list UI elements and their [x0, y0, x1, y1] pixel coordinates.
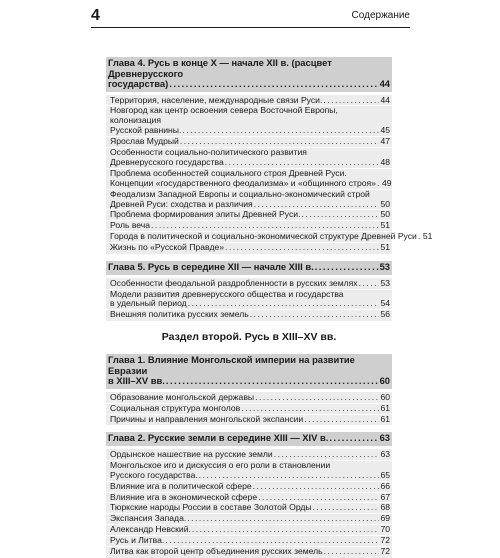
- page-ref: 66: [380, 480, 390, 491]
- toc-entry-text: Города в политической и социально-экономической структуре Древней Руси: [110, 231, 417, 242]
- page-ref: 53: [379, 261, 390, 273]
- toc-entry-lead: Феодализм Западной Европы и социально-экономический строй: [110, 188, 370, 199]
- toc-entry-text: Образование монгольской державы: [110, 391, 255, 402]
- dot-leader: [241, 404, 379, 414]
- toc-entry[interactable]: [106, 536, 392, 547]
- dot-leader: [199, 471, 380, 481]
- toc-entry[interactable]: [106, 525, 392, 536]
- toc-group-section-one: [106, 57, 433, 321]
- toc-entry-row: [110, 471, 390, 481]
- toc-entry-lead: Проблема особенностей социального строя Древней Руси.: [110, 167, 347, 178]
- toc-entry-text: Ярослав Мудрый: [110, 136, 179, 147]
- dot-leader: [225, 158, 380, 168]
- toc-entry-text: Особенности феодальной раздробленности в русских землях: [110, 277, 358, 288]
- page-ref: 44: [380, 94, 390, 105]
- toc-entry-text: Экспансия Запада.: [110, 513, 187, 524]
- toc-entry[interactable]: [106, 404, 392, 415]
- page-ref: 53: [380, 277, 390, 288]
- chapter-gap: [106, 254, 392, 261]
- page-ref: 56: [380, 309, 390, 320]
- toc-entry[interactable]: [106, 493, 392, 504]
- toc-entry-text: Жизнь по «Русской Правде»: [110, 242, 225, 253]
- toc-entry-row: [110, 493, 390, 503]
- toc-entry-text: Тюркские народы России в составе Золотой Орды: [110, 502, 312, 513]
- toc-entry-row: [110, 158, 390, 168]
- dot-leader: [253, 482, 380, 492]
- dot-leader: [180, 137, 380, 147]
- dot-leader: [315, 262, 379, 273]
- chapter-gap: [106, 425, 392, 432]
- page-ref: 69: [380, 513, 390, 524]
- dot-leader: [274, 450, 380, 460]
- toc-entry[interactable]: [106, 148, 392, 169]
- toc-entry-lead: Новгород как центр освоения севера Восточной Европы, колонизация: [110, 105, 338, 126]
- dot-leader: [165, 536, 379, 546]
- chapter-heading-row: [108, 262, 390, 273]
- toc-entry-text: в удельный период: [110, 298, 187, 309]
- toc-entry-row: [110, 525, 390, 535]
- part-title: Раздел второй. Русь в XIII–XV вв.: [161, 331, 337, 344]
- page-number: 4: [91, 7, 100, 24]
- chapter-heading[interactable]: [106, 354, 392, 389]
- toc-entry[interactable]: [106, 393, 392, 404]
- dot-leader: [182, 126, 379, 136]
- toc-entry-text: Территория, население, международные связи Руси.: [110, 94, 323, 105]
- page-ref: 61: [380, 402, 390, 413]
- page-ref: 45: [380, 125, 390, 136]
- dot-leader: [304, 415, 379, 425]
- chapter-entries: [106, 94, 433, 255]
- toc-entry-text: Ордынское нашествие на русские земли: [110, 448, 273, 459]
- chapter-entries: [106, 449, 392, 558]
- page-ref: 63: [379, 432, 390, 444]
- toc-entry-lead: Монгольское иго и дискуссия о его роли в становлении: [110, 459, 331, 470]
- table-of-contents: [106, 57, 433, 558]
- toc-entry-text: Причины и направления монгольской экспансии: [110, 413, 304, 424]
- toc-entry[interactable]: [106, 106, 392, 137]
- toc-entry-row: [110, 503, 390, 513]
- page-ref: 65: [380, 469, 390, 480]
- toc-entry-row: [110, 221, 390, 231]
- page-ref: 51: [422, 231, 433, 242]
- toc-group-section-two: [106, 354, 392, 558]
- toc-entry-row: [110, 279, 390, 289]
- page-ref: 70: [380, 524, 390, 535]
- page-ref: 61: [380, 413, 390, 424]
- toc-entry-row: [110, 415, 390, 425]
- toc-entry-row: [110, 404, 390, 414]
- chapter-heading-lead: Глава 1. Влияние Монгольской империи на развитие Евразии: [108, 354, 355, 376]
- page-ref: 47: [380, 136, 390, 147]
- page-ref: 60: [379, 375, 390, 387]
- dot-leader: [255, 393, 379, 403]
- toc-entry[interactable]: [106, 482, 392, 493]
- toc-entry-row: [110, 231, 433, 242]
- toc-entry-text: Русской равнины.: [110, 125, 182, 136]
- chapter-title: Глава 2. Русские земли в середине XIII — XIV в.: [108, 432, 329, 444]
- toc-entry-text: Древней Руси: сходства и различия: [110, 198, 253, 209]
- dot-leader: [254, 200, 380, 210]
- toc-entry-lead: Особенности социально-политического развития: [110, 147, 307, 158]
- toc-entry-text: Русского государства.: [110, 469, 198, 480]
- toc-entry-row: [110, 536, 390, 546]
- toc-entry-row: [110, 137, 390, 147]
- dot-leader: [324, 547, 380, 557]
- toc-entry-text: Влияние ига в экономической сфере: [110, 491, 258, 502]
- dot-leader: [301, 210, 379, 220]
- toc-entry[interactable]: [106, 514, 392, 525]
- toc-entry-row: [110, 179, 390, 189]
- dot-leader: [166, 376, 379, 387]
- toc-entry-lead: Модели развития древнерусского общества и государства: [110, 288, 344, 299]
- toc-entry[interactable]: [106, 547, 392, 557]
- toc-entry[interactable]: [106, 279, 392, 290]
- dot-leader: [225, 243, 379, 253]
- toc-entry[interactable]: [106, 503, 392, 514]
- dot-leader: [151, 221, 379, 231]
- chapter-title: Глава 5. Русь в середине XII — начале XIII в.: [108, 261, 314, 273]
- toc-entry-row: [110, 200, 390, 210]
- toc-entry-row: [110, 514, 390, 524]
- toc-entry-text: Русь и Литва.: [110, 535, 165, 546]
- header-rule: [91, 27, 410, 28]
- page-ref: 50: [380, 209, 390, 220]
- toc-entry-text: Роль веча: [110, 220, 151, 231]
- dot-leader: [377, 179, 381, 189]
- page-ref: 51: [380, 242, 390, 253]
- toc-entry-row: [110, 310, 390, 320]
- chapter-heading[interactable]: [106, 261, 392, 275]
- dot-leader: [313, 503, 380, 513]
- toc-entry-text: Социальная структура монголов: [110, 402, 241, 413]
- chapter-title: государства): [108, 78, 169, 89]
- toc-entry-text: Влияние ига в политической сфере: [110, 480, 252, 491]
- dot-leader: [192, 525, 380, 535]
- dot-leader: [323, 96, 379, 106]
- toc-entry[interactable]: [106, 190, 392, 211]
- chapter-heading-lead: Глава 4. Русь в конце X — начале XII в. (расцвет Древнерусского: [108, 57, 332, 79]
- toc-entry-row: [110, 450, 390, 460]
- dot-leader: [187, 514, 379, 524]
- toc-entry-row: [110, 547, 390, 557]
- running-title: Содержание: [351, 10, 410, 21]
- page-ref: 67: [380, 491, 390, 502]
- page-header: [0, 0, 500, 28]
- toc-entry-row: [110, 393, 390, 403]
- page-ref: 48: [380, 156, 390, 167]
- page-ref: 49: [381, 177, 392, 188]
- toc-entry[interactable]: [106, 415, 392, 425]
- toc-entry[interactable]: [106, 461, 392, 482]
- dot-leader: [359, 279, 380, 289]
- page-ref: 63: [380, 448, 390, 459]
- toc-entry[interactable]: [106, 243, 392, 253]
- chapter-heading-row: [108, 79, 390, 90]
- chapter-heading[interactable]: [106, 57, 392, 92]
- chapter-heading-row: [108, 433, 390, 444]
- page-ref: 72: [380, 535, 390, 546]
- chapter-entries: [106, 278, 392, 322]
- toc-entry[interactable]: [106, 169, 392, 190]
- toc-entry-text: Проблема формирования элиты Древней Руси.: [110, 209, 301, 220]
- dot-leader: [169, 79, 378, 90]
- toc-entry-row: [110, 210, 390, 220]
- toc-entry-row: [110, 299, 390, 309]
- dot-leader: [250, 310, 380, 320]
- dot-leader: [329, 433, 378, 444]
- page-ref: 50: [380, 198, 390, 209]
- toc-entry-text: Древнерусского государства: [110, 156, 224, 167]
- toc-entry[interactable]: [106, 310, 392, 320]
- toc-entry-text: Литва как второй центр объединения русских земель: [110, 546, 323, 557]
- page-ref: 68: [380, 502, 390, 513]
- dot-leader: [418, 232, 422, 242]
- toc-entry-text: Александр Невский.: [110, 524, 191, 535]
- toc-entry[interactable]: [106, 290, 392, 311]
- page-ref: 60: [380, 391, 390, 402]
- page-ref: 54: [380, 298, 390, 309]
- toc-entry-row: [110, 482, 390, 492]
- dot-leader: [188, 299, 380, 309]
- page-ref: 72: [380, 546, 390, 557]
- toc-entry-text: Внешняя политика русских земель: [110, 309, 249, 320]
- chapter-entries: [106, 392, 392, 426]
- chapter-heading-row: [108, 376, 390, 387]
- page-ref: 51: [380, 220, 390, 231]
- chapter-heading[interactable]: [106, 432, 392, 446]
- toc-entry-row: [110, 126, 390, 136]
- chapter-title: в XIII–XV вв.: [108, 375, 165, 387]
- toc-entry-row: [110, 96, 390, 106]
- page-ref: 44: [379, 78, 390, 89]
- dot-leader: [258, 493, 379, 503]
- toc-entry-row: [110, 243, 390, 253]
- toc-entry-text: Концепции «государственного феодализма» и «общинного строя»: [110, 177, 376, 188]
